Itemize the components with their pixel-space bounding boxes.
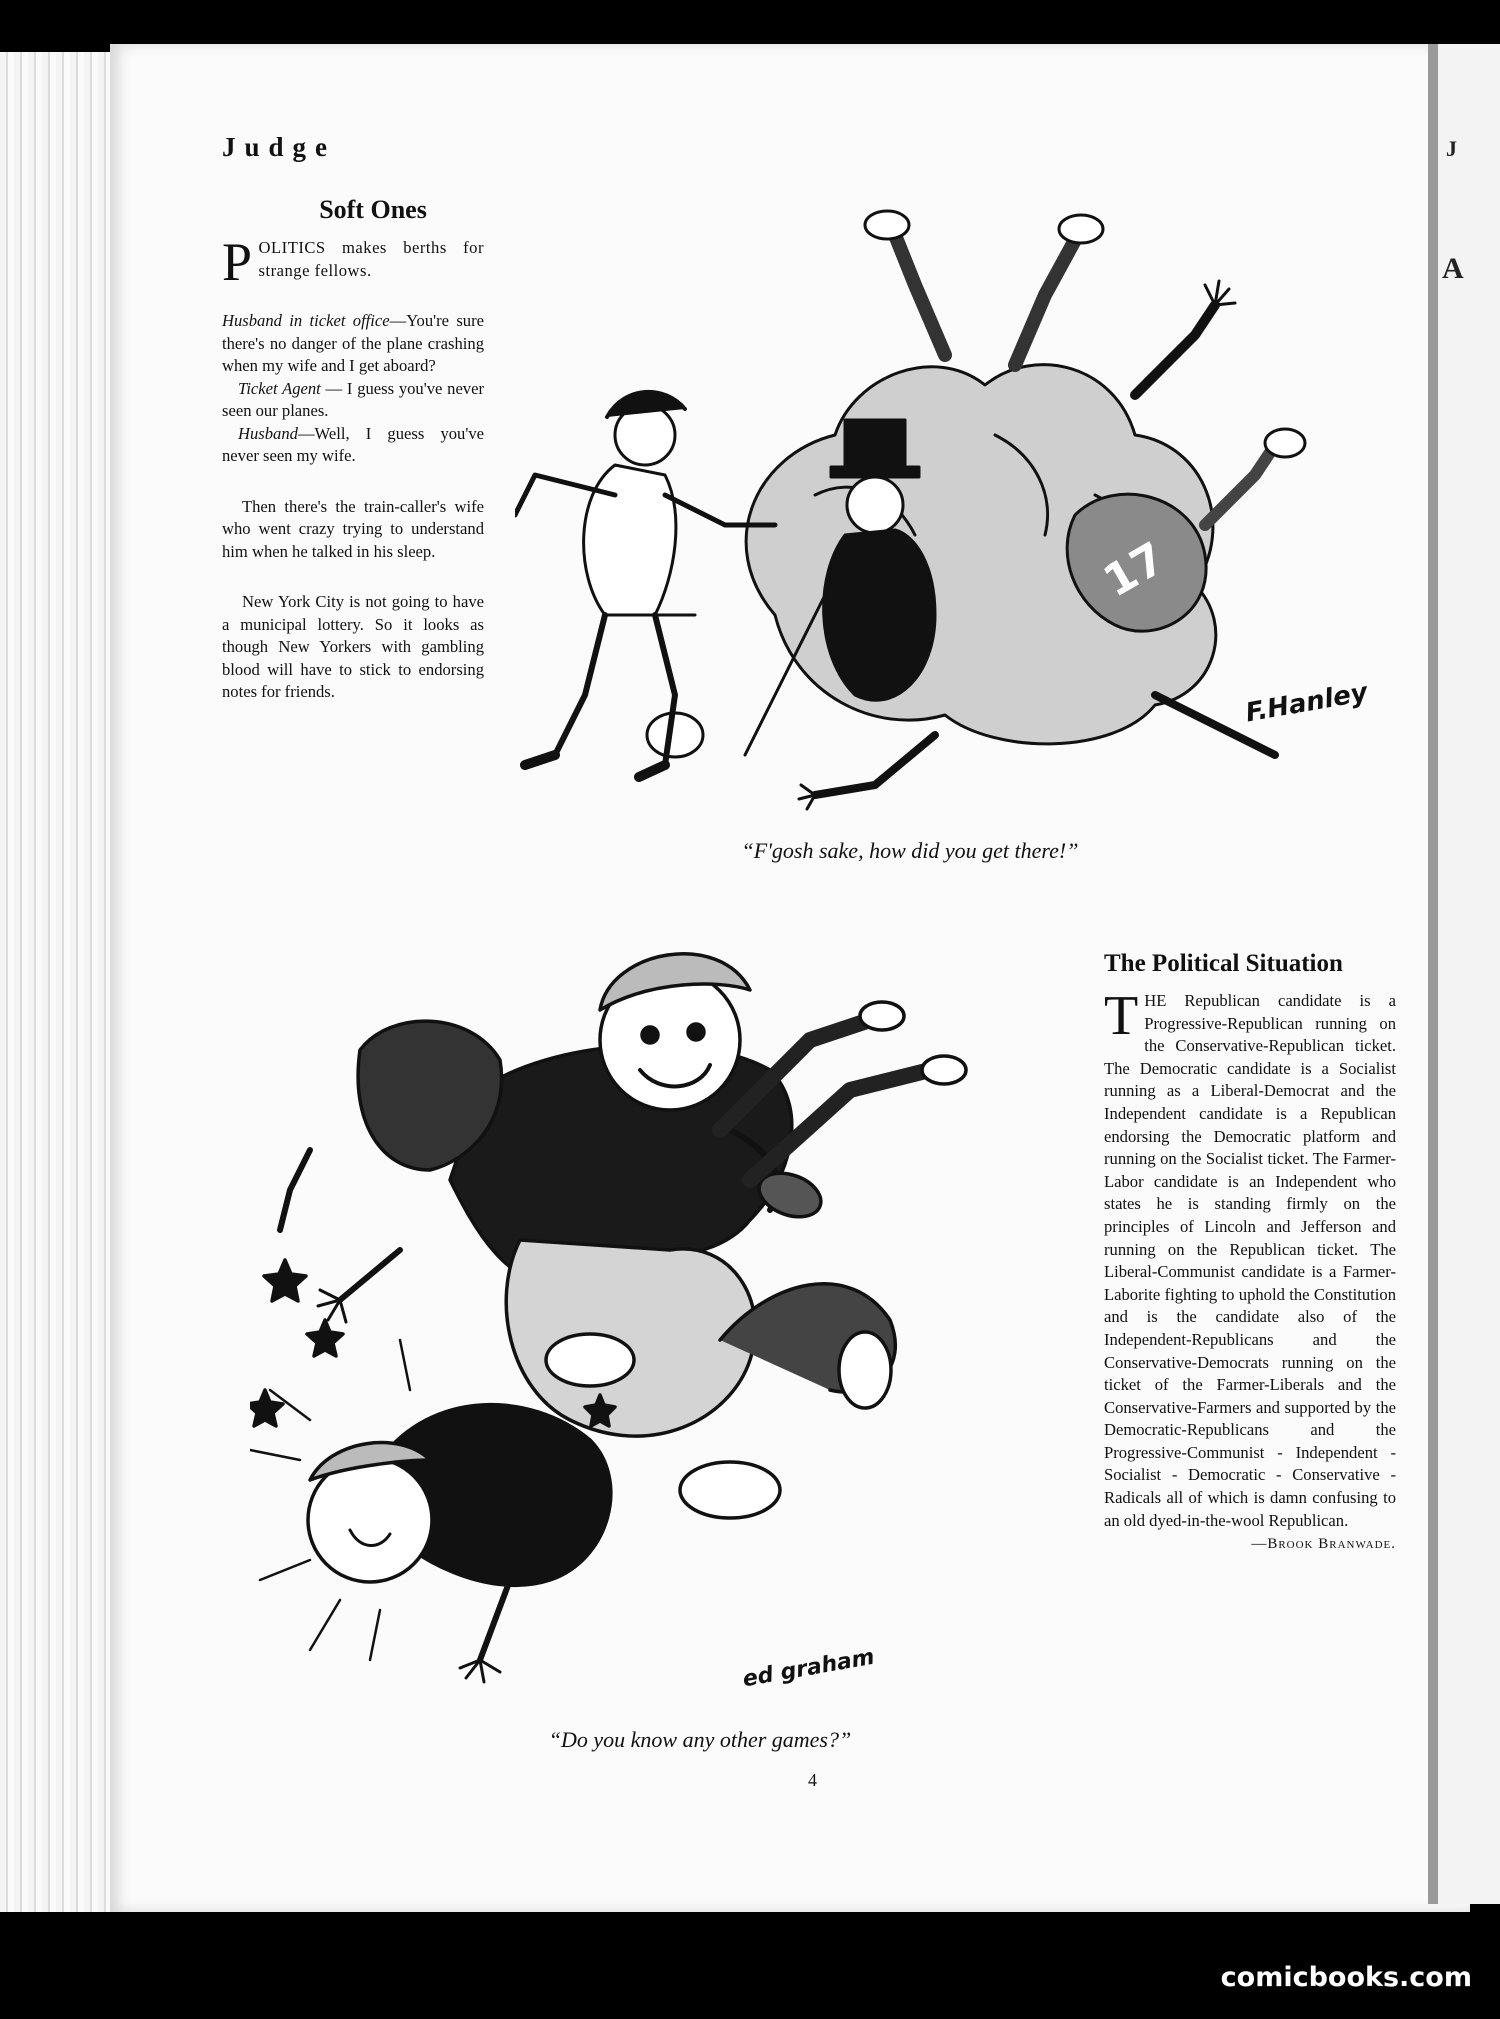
soft-ones-column [222, 195, 484, 724]
source-watermark: comicbooks.com [1220, 1962, 1472, 1993]
dialogue-line [222, 378, 484, 423]
train-caller-joke: Then there's the train-caller's wife who went crazy trying to understand him when he talked in his sleep. [222, 496, 484, 561]
football-tackle-cartoon [250, 920, 1100, 1720]
page-number: 4 [808, 1770, 817, 1790]
speaker: Husband in ticket office [222, 311, 390, 330]
separator: — [320, 378, 347, 398]
separator: — [297, 423, 315, 443]
speaker: Ticket Agent [238, 378, 321, 398]
political-situation-body [1104, 985, 1396, 1532]
graham-signature: ed graham [740, 1644, 877, 1693]
political-situation-column [1104, 950, 1396, 1553]
dialogue-line [222, 310, 484, 378]
line-text: You're sure there's no danger of the plane crashing when my wife and I get aboard? [222, 311, 484, 375]
lottery-joke: New York City is not going to have a municipal lottery. So it looks as though New Yorkers with gambling blood will have to stick to endorsing notes for friends. [222, 592, 484, 701]
line-text: Well, I guess you've never seen my wife. [222, 423, 484, 465]
running-head: Judge [222, 132, 337, 162]
svg-text:17: 17 [1095, 532, 1174, 608]
intro-text: OLITICS makes berths for strange fellows. [258, 238, 484, 280]
cartoon1-caption: “F'gosh sake, how did you get there!” [741, 838, 1079, 863]
cartoon2-caption: “Do you know any other games?” [548, 1727, 852, 1752]
football-pileup-cartoon [515, 195, 1395, 825]
body-text: HE Republican candidate is a Progressive-Republican running on the Conservative-Republican ticket. The Democratic candidate is a Socialist running as a Liberal-Democrat and the Independent candidate is a Republican endorsing the Democratic platform and running on the Socialist ticket. The Farmer-Labor candidate is an Independent who states he is standing firmly on the principles of Lincoln and Jefferson and running on the Republican ticket. The Liberal-Communist candidate is a Farmer-Laborite fighting to uphold the Constitution and is the candidate also of the Independent-Republicans and the Conservative-Democrats running on the ticket of the Farmer-Liberals and the Conservative-Farmers and supported by the Democratic-Republicans and the Progressive-Communist - Independent - Socialist - Democratic - Conservative - Radicals all of which is damn confusing to an old dyed-in-the-wool Republican. [1104, 991, 1396, 1530]
soft-ones-intro [222, 232, 484, 292]
dialogue-line [222, 423, 484, 468]
drop-cap: P [222, 232, 253, 292]
hanley-signature: F.Hanley [1243, 677, 1370, 729]
line-text: I guess you've never seen our planes. [222, 378, 484, 420]
tackle-illustration [250, 920, 1100, 1720]
speaker: Husband [238, 423, 298, 443]
drop-cap: T [1104, 985, 1139, 1047]
pileup-illustration [515, 195, 1395, 825]
author-byline: —Brook Branwade. [1251, 1536, 1396, 1553]
soft-ones-title: Soft Ones [319, 195, 427, 224]
separator: — [389, 311, 407, 330]
facing-page-edge: J A [1428, 44, 1500, 1904]
political-situation-title: The Political Situation [1104, 950, 1343, 977]
